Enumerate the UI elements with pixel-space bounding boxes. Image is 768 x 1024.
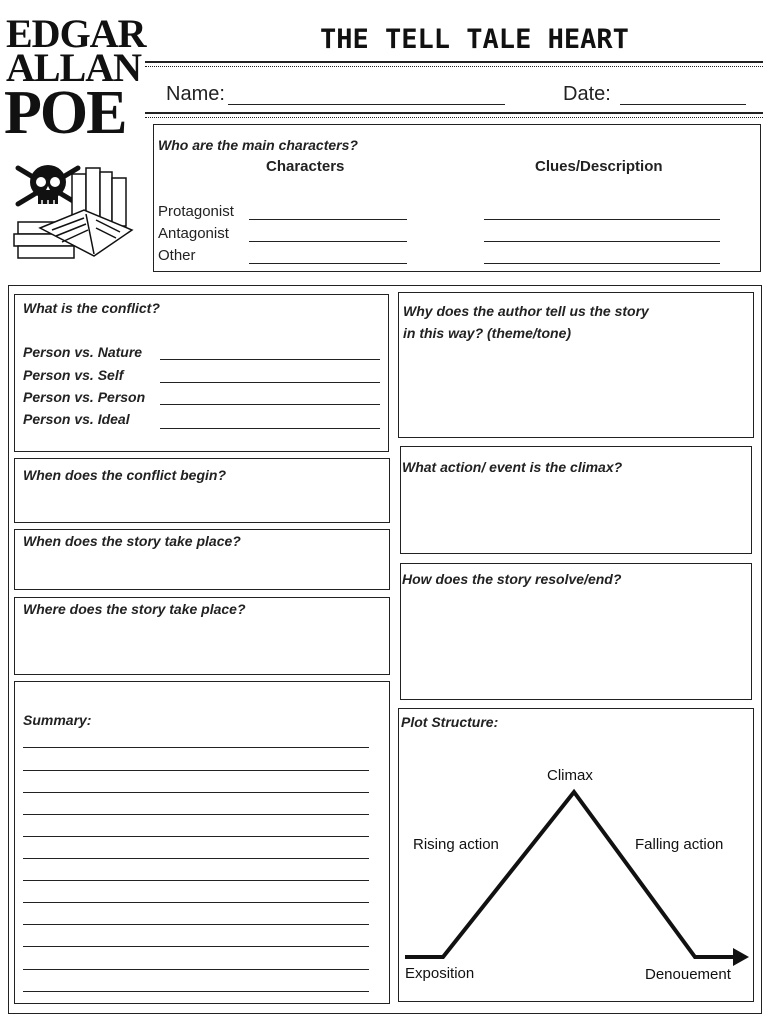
characters-col-header: Characters (266, 158, 345, 175)
summary-label: Summary: (23, 712, 92, 728)
characters-box (153, 124, 761, 272)
antagonist-label: Antagonist (158, 225, 229, 242)
summary-line[interactable] (23, 858, 369, 859)
header-rule-top (145, 61, 763, 67)
conflict-nature-field[interactable] (160, 359, 380, 360)
name-field[interactable] (228, 104, 505, 105)
plot-line (405, 792, 735, 957)
summary-line[interactable] (23, 770, 369, 771)
summary-line[interactable] (23, 991, 369, 992)
why-question-line1: Why does the author tell us the story (403, 303, 649, 319)
climax-question: What action/ event is the climax? (402, 459, 623, 475)
summary-line[interactable] (23, 924, 369, 925)
resolve-question: How does the story resolve/end? (402, 571, 622, 587)
protagonist-clues-field[interactable] (484, 219, 720, 220)
header-rule-bottom (145, 112, 763, 118)
name-label: Name: (166, 83, 225, 105)
conflict-ideal: Person vs. Ideal (23, 411, 130, 427)
arrow-right-icon (733, 948, 749, 966)
summary-box (14, 681, 390, 1004)
where-box[interactable] (14, 597, 390, 675)
clues-col-header: Clues/Description (535, 158, 663, 175)
brand-poe: POE (4, 79, 126, 147)
conflict-self-field[interactable] (160, 382, 380, 383)
conflict-question: What is the conflict? (23, 300, 160, 316)
conflict-begin-box[interactable] (14, 458, 390, 523)
plot-exposition-label: Exposition (405, 965, 475, 982)
plot-falling-label: Falling action (635, 836, 724, 853)
summary-line[interactable] (23, 792, 369, 793)
brand-edgar: EDGAR (6, 11, 146, 56)
skull-icon (30, 165, 66, 204)
summary-line[interactable] (23, 814, 369, 815)
why-box[interactable] (398, 292, 754, 438)
summary-line[interactable] (23, 880, 369, 881)
climax-box[interactable] (400, 446, 752, 554)
conflict-person: Person vs. Person (23, 389, 146, 405)
plot-structure-label: Plot Structure: (401, 714, 499, 730)
other-clues-field[interactable] (484, 263, 720, 264)
other-field[interactable] (249, 263, 407, 264)
protagonist-label: Protagonist (158, 203, 234, 220)
conflict-box (14, 294, 389, 452)
page-title: THE TELL TALE HEART (320, 24, 629, 55)
resolve-box[interactable] (400, 563, 752, 700)
summary-line[interactable] (23, 946, 369, 947)
date-label: Date: (563, 83, 611, 105)
summary-line[interactable] (23, 902, 369, 903)
plot-structure-box (398, 708, 754, 1002)
brand-allan: ALLAN (6, 45, 142, 90)
protagonist-field[interactable] (249, 219, 407, 220)
antagonist-field[interactable] (249, 241, 407, 242)
plot-diagram (399, 709, 753, 1001)
conflict-begin-question: When does the conflict begin? (23, 467, 226, 483)
where-question: Where does the story take place? (23, 601, 246, 617)
conflict-ideal-field[interactable] (160, 428, 380, 429)
why-question-line2: in this way? (theme/tone) (403, 325, 572, 341)
summary-line[interactable] (23, 747, 369, 748)
conflict-self: Person vs. Self (23, 367, 124, 383)
when-question: When does the story take place? (23, 533, 241, 549)
plot-denouement-label: Denouement (645, 966, 731, 983)
conflict-nature: Person vs. Nature (23, 344, 143, 360)
conflict-person-field[interactable] (160, 404, 380, 405)
other-label: Other (158, 247, 196, 264)
summary-line[interactable] (23, 836, 369, 837)
when-box[interactable] (14, 529, 390, 590)
plot-climax-label: Climax (547, 767, 593, 784)
skull-books-illustration (10, 158, 140, 268)
date-field[interactable] (620, 104, 746, 105)
antagonist-clues-field[interactable] (484, 241, 720, 242)
plot-rising-label: Rising action (413, 836, 499, 853)
characters-question: Who are the main characters? (158, 137, 358, 153)
summary-line[interactable] (23, 969, 369, 970)
